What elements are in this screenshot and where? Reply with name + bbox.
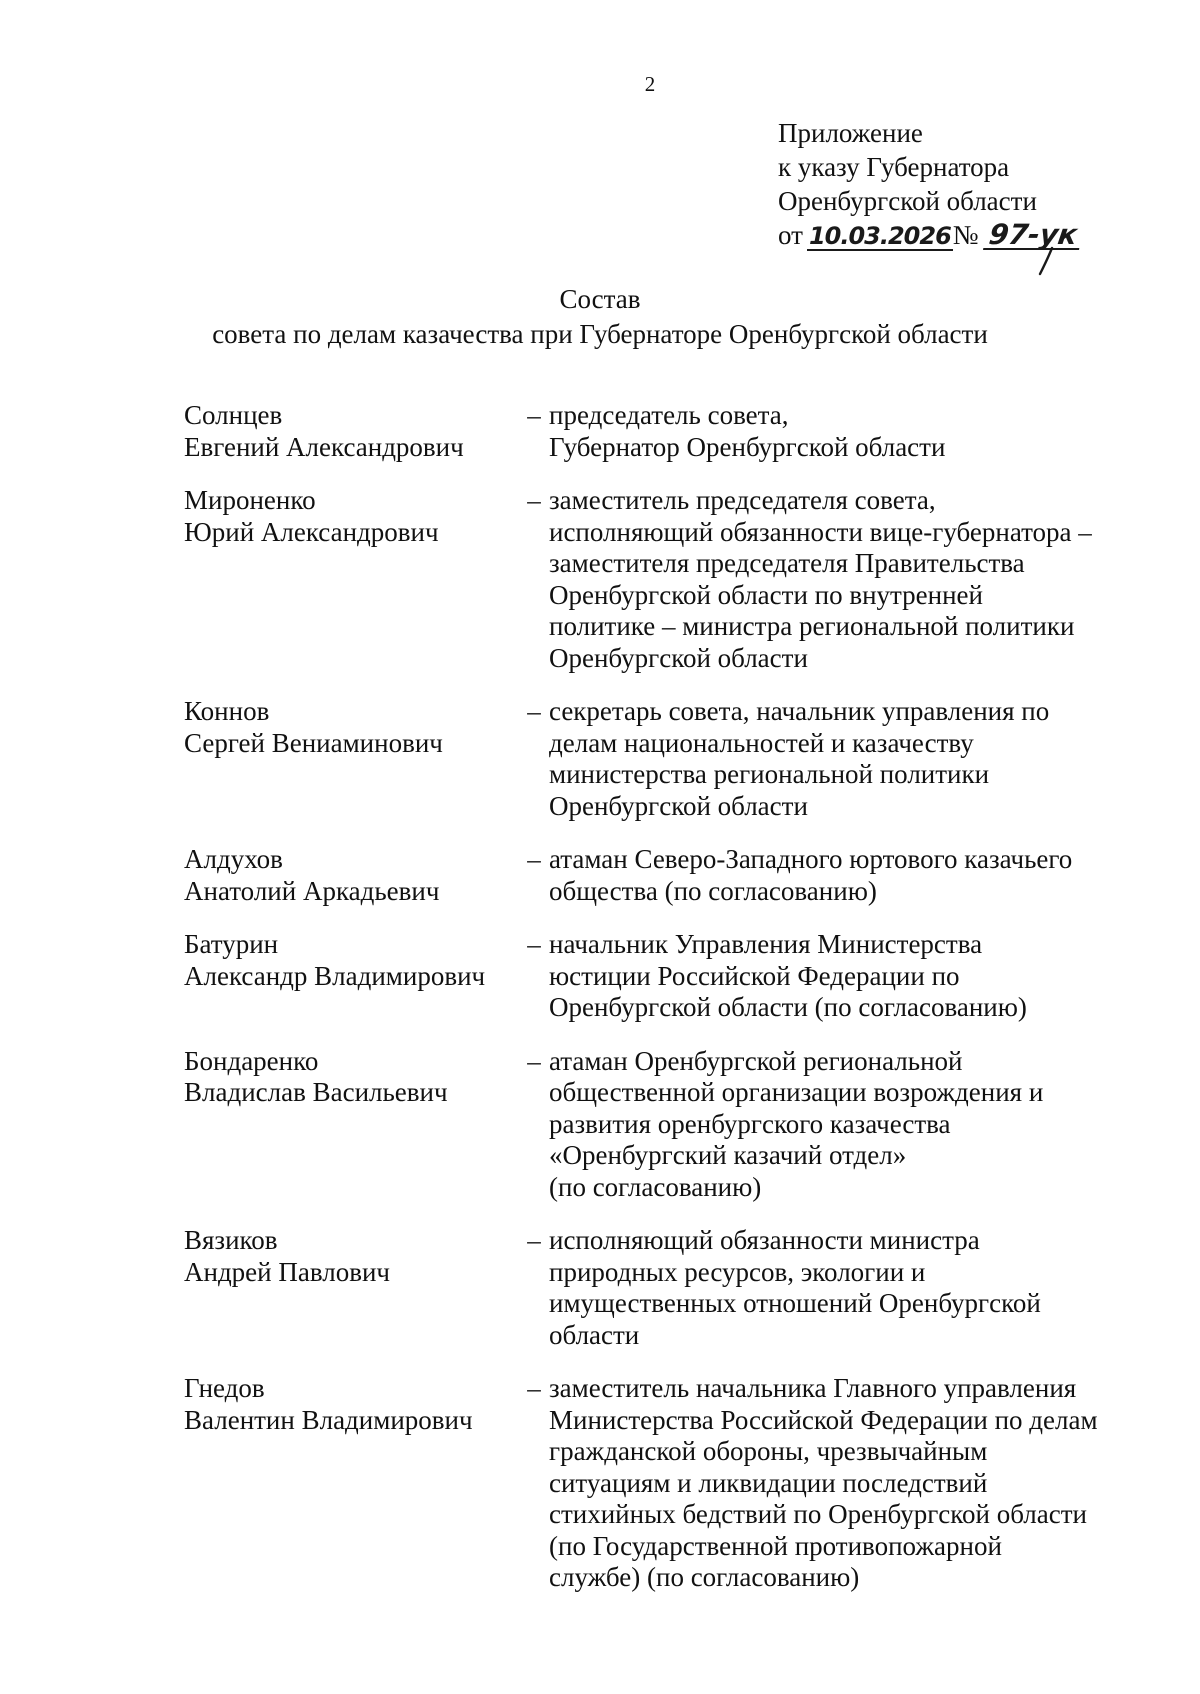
member-position-line: имущественных отношений Оренбургской <box>549 1288 1041 1318</box>
handwritten-date: 10.03.2026 <box>808 222 951 250</box>
date-prefix: от <box>778 220 803 250</box>
member-entry <box>0 400 1200 463</box>
member-name <box>184 485 519 674</box>
member-entry <box>0 696 1200 822</box>
member-position-line: юстиции Российской Федерации по <box>549 960 960 991</box>
member-entry <box>0 929 1200 1024</box>
member-dash: – <box>527 485 541 515</box>
member-position-line: заместитель начальника Главного управления <box>549 1373 1077 1403</box>
member-position-line: министерства региональной политики <box>549 759 990 789</box>
member-position-line: заместитель председателя совета, <box>549 485 936 515</box>
member-position-line: Губернатор Оренбургской области <box>549 431 946 462</box>
member-position-line: природных ресурсов, экологии и <box>549 1256 926 1287</box>
member-dash: – <box>527 1373 541 1403</box>
member-position-line: службе) (по согласованию) <box>549 1562 860 1592</box>
member-position-line: Оренбургской области <box>549 790 808 821</box>
member-dash: – <box>527 696 541 726</box>
member-given: Анатолий Аркадьевич <box>184 875 440 906</box>
member-given: Валентин Владимирович <box>184 1404 473 1435</box>
member-given: Александр Владимирович <box>184 960 486 991</box>
member-dash: – <box>527 400 541 430</box>
handwriting-flourish-icon <box>1036 246 1058 276</box>
member-position-line: Оренбургской области (по согласованию) <box>549 992 1027 1022</box>
member-position-line: стихийных бедствий по Оренбургской области <box>549 1499 1087 1529</box>
member-dash: – <box>527 929 541 959</box>
member-surname: Мироненко <box>184 485 316 515</box>
number-sign: № <box>952 220 979 250</box>
decree-date-number-line <box>778 218 1080 252</box>
member-position-line: делам национальностей и казачеству <box>549 727 974 758</box>
member-entry <box>0 485 1200 674</box>
member-entry <box>0 1225 1200 1351</box>
member-entry <box>0 844 1200 907</box>
member-position-line: атаман Северо-Западного юртового казачьего <box>549 844 1073 874</box>
member-surname: Коннов <box>184 696 270 726</box>
member-position-line: начальник Управления Министерства <box>549 929 983 959</box>
page-number: 2 <box>644 72 656 96</box>
member-position-line: ситуациям и ликвидации последствий <box>549 1467 988 1498</box>
member-position-line: (по Государственной противопожарной <box>549 1530 1002 1561</box>
document-title <box>0 282 1200 352</box>
title-line-2: совета по делам казачества при Губернаторе Оренбургской области <box>212 319 988 349</box>
member-position-line: (по согласованию) <box>549 1171 762 1202</box>
handwritten-number: 97-ук <box>983 222 1083 250</box>
member-position <box>549 1373 1149 1594</box>
member-position-line: заместителя председателя Правительства <box>549 548 1025 578</box>
member-given: Евгений Александрович <box>184 431 464 462</box>
member-surname: Солнцев <box>184 400 283 430</box>
member-position-line: «Оренбургский казачий отдел» <box>549 1140 907 1170</box>
member-entry <box>0 1373 1200 1594</box>
member-surname: Вязиков <box>184 1225 278 1255</box>
member-name <box>184 844 519 907</box>
member-position-line: общественной организации возрождения и <box>549 1077 1044 1107</box>
member-position-line: политике – министра региональной политики <box>549 611 1075 641</box>
member-given: Владислав Васильевич <box>184 1077 448 1107</box>
member-position <box>549 696 1149 822</box>
member-position <box>549 844 1149 907</box>
member-dash: – <box>527 1225 541 1255</box>
member-position-line: общества (по согласованию) <box>549 875 877 906</box>
appendix-line: к указу Губернатора <box>778 152 1010 182</box>
member-position <box>549 929 1149 1024</box>
member-position <box>549 400 1149 463</box>
member-surname: Батурин <box>184 929 279 959</box>
appendix-block <box>778 116 1080 252</box>
member-position-line: Оренбургской области <box>549 642 808 673</box>
member-name <box>184 929 519 1024</box>
member-name <box>184 400 519 463</box>
member-position-line: Оренбургской области по внутренней <box>549 579 983 610</box>
member-surname: Алдухов <box>184 844 283 874</box>
member-entry <box>0 1046 1200 1204</box>
members-list <box>0 400 1200 1616</box>
member-name <box>184 696 519 822</box>
member-position <box>549 1225 1149 1351</box>
member-position-line: исполняющий обязанности вице-губернатора – <box>549 516 1092 547</box>
member-given: Сергей Вениаминович <box>184 727 443 758</box>
member-dash: – <box>527 844 541 874</box>
member-dash: – <box>527 1045 541 1076</box>
member-position <box>549 1046 1149 1204</box>
member-position-line: секретарь совета, начальник управления по <box>549 696 1050 726</box>
member-surname: Гнедов <box>184 1373 265 1403</box>
member-name <box>184 1373 519 1594</box>
member-name <box>184 1046 519 1204</box>
member-position-line: гражданской обороны, чрезвычайным <box>549 1436 988 1466</box>
member-position-line: развития оренбургского казачества <box>549 1108 951 1139</box>
appendix-line: Оренбургской области <box>778 186 1037 216</box>
member-surname: Бондаренко <box>184 1045 319 1076</box>
member-name <box>184 1225 519 1351</box>
member-position-line: Министерства Российской Федерации по делам <box>549 1404 1098 1435</box>
member-position-line: председатель совета, <box>549 400 789 430</box>
member-position-line: области <box>549 1319 640 1350</box>
member-position <box>549 485 1149 674</box>
member-position-line: атаман Оренбургской региональной <box>549 1045 963 1076</box>
member-position-line: исполняющий обязанности министра <box>549 1225 980 1255</box>
member-given: Андрей Павлович <box>184 1256 390 1287</box>
appendix-line: Приложение <box>778 118 923 148</box>
member-given: Юрий Александрович <box>184 516 439 547</box>
title-line-1: Состав <box>559 284 641 314</box>
